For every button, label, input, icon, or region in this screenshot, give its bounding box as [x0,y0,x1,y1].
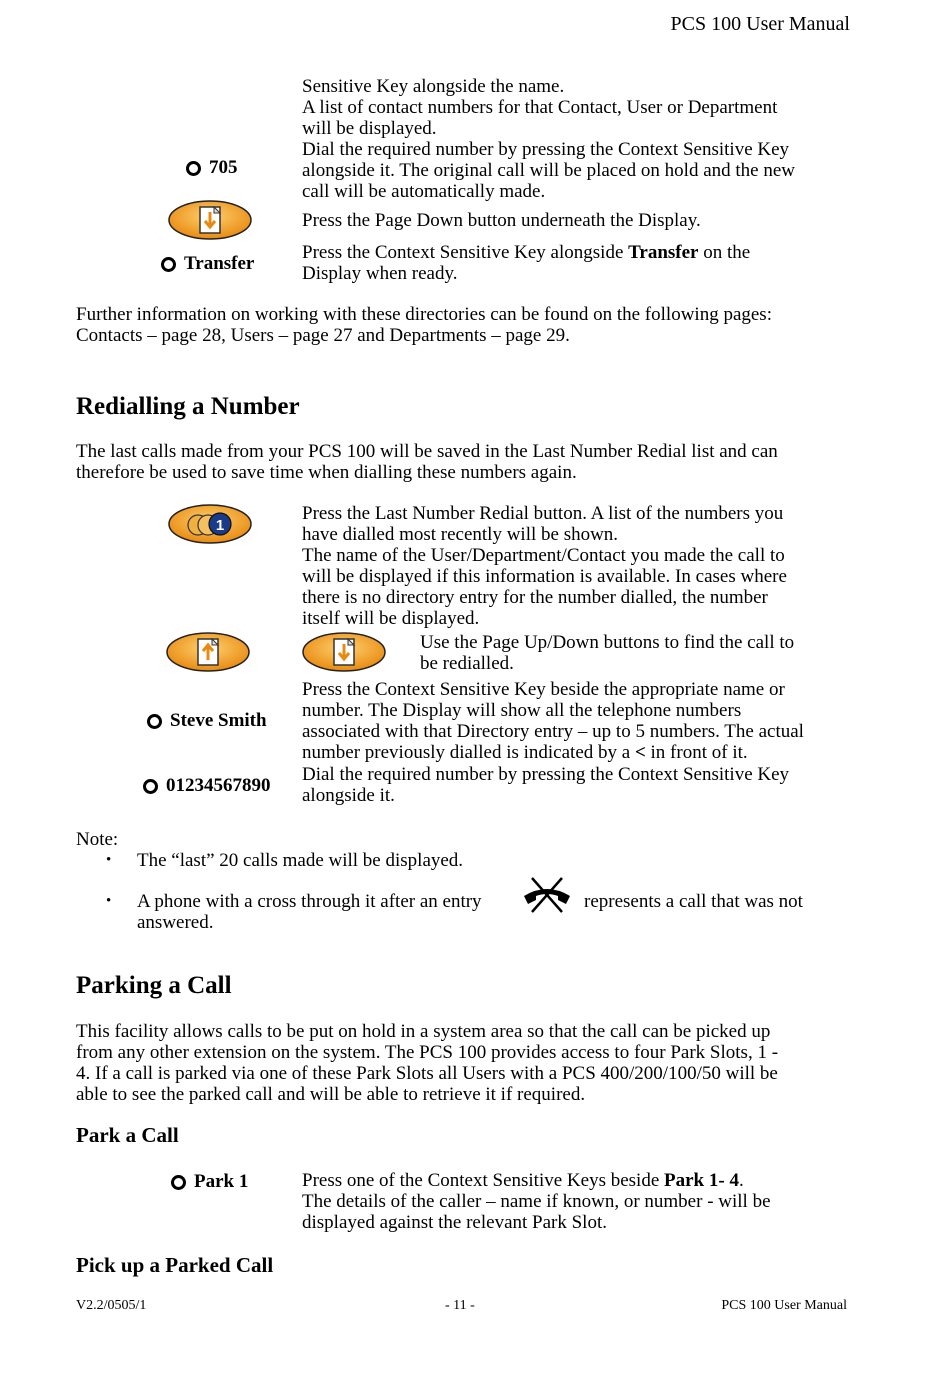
text-line: alongside it. The original call will be placed on hold and the new [302,160,795,181]
page-down-button-icon [168,200,252,240]
note-bullet-2-text: A phone with a cross through it after an entry [137,891,482,912]
section-heading-redial: Redialling a Number [76,393,300,420]
redial-step1-text: Press the Last Number Redial button. A list of the numbers you have dialled most recently will be shown. The name of the User/Department/Contact you made the call to will be displayed if this information is available. In cases where there is no directory entry for the number dialled, the number itself will be displayed. [302,503,787,629]
text-line: A list of contact numbers for that Contact, User or Department [302,97,778,118]
key-label-number: 01234567890 [143,775,271,797]
step-text: Press the Page Down button underneath the Display. [302,210,701,231]
page-down-button-icon [302,632,386,672]
key-label-705: 705 [186,157,238,179]
park-step-text: Press one of the Context Sensitive Keys beside Park 1- 4. The details of the caller – name if known, or number - will be displayed against the relevant Park Slot. [302,1170,771,1233]
note-bullet-1: The “last” 20 calls made will be displayed. [137,850,464,871]
svg-text:1: 1 [215,517,225,534]
key-label-park-1: Park 1 [171,1171,248,1193]
further-info-paragraph: Further information on working with these directories can be found on the following pages: Contacts – page 28, Users – page 27 and Departments – page 29. [76,304,772,346]
note-bullet-2-line2: answered. [137,912,214,933]
subheading-park-a-call: Park a Call [76,1123,179,1147]
context-key-icon [147,714,162,729]
note-label: Note: [76,829,119,850]
text-line: will be displayed. [302,118,437,139]
footer-version: V2.2/0505/1 [76,1298,147,1313]
key-label-steve-smith: Steve Smith [147,710,267,732]
last-number-redial-button-icon [168,504,252,544]
context-key-icon [143,779,158,794]
context-key-icon [161,257,176,272]
park-intro: This facility allows calls to be put on hold in a system area so that the call can be picked up from any other extension on the system. The PCS 100 provides access to four Park Slots, 1 - 4. If a call is parked via one of these Park Slots all Users with a PCS 400/200/100/50 will be able to see the parked call and will be able to retrieve it if required. [76,1021,779,1105]
bullet-marker: • [106,893,112,909]
section-heading-park: Parking a Call [76,972,232,999]
redial-step2-text: Use the Page Up/Down buttons to find the call to be redialled. [420,632,795,674]
redial-step3-text: Press the Context Sensitive Key beside the appropriate name or number. The Display will show all the telephone numbers associated with that Directory entry – up to 5 numbers. The actual number previously dialled is indicated by a < in front of it. [302,679,804,763]
key-label-transfer: Transfer [161,253,254,275]
note-bullet-2-text-cont: represents a call that was not [584,891,803,912]
footer-page-number: - 11 - [445,1298,475,1313]
redial-intro: The last calls made from your PCS 100 will be saved in the Last Number Redial list and can therefore be used to save time when dialling these numbers again. [76,441,778,483]
redial-step4-text: Dial the required number by pressing the Context Sensitive Key alongside it. [302,764,790,806]
step-text: Press the Context Sensitive Key alongside Transfer on the Display when ready. [302,242,751,284]
text-line: call will be automatically made. [302,181,546,202]
text-line: Sensitive Key alongside the name. [302,76,565,97]
page-header-title: PCS 100 User Manual [670,13,850,35]
bullet-marker: • [106,852,112,868]
text-line: Dial the required number by pressing the Context Sensitive Key [302,139,790,160]
missed-call-phone-icon [520,876,574,914]
step-text-block [302,76,795,202]
page-up-button-icon [166,632,250,672]
context-key-icon [186,161,201,176]
subheading-pick-up: Pick up a Parked Call [76,1253,274,1277]
footer-title: PCS 100 User Manual [721,1298,847,1313]
context-key-icon [171,1175,186,1190]
